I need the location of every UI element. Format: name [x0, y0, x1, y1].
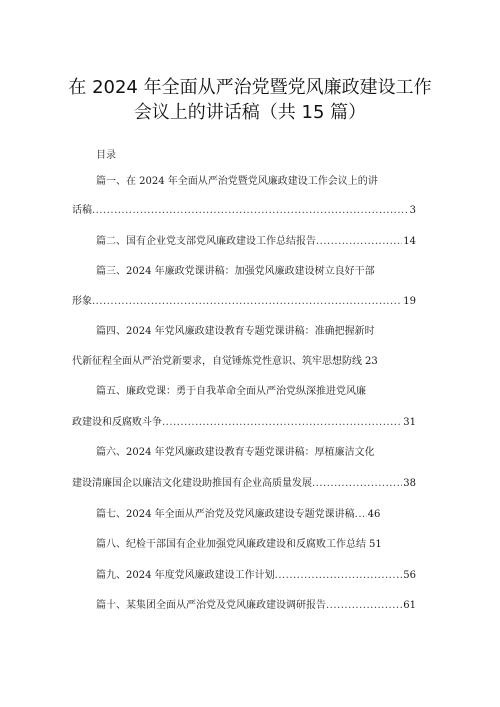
- toc-entry-7-page: 46: [367, 509, 381, 520]
- toc-entry-9-page: 56: [403, 570, 416, 581]
- toc-entry-1-text-cont: 话稿: [72, 205, 92, 216]
- toc-entry-4-page: 23: [365, 356, 378, 367]
- toc-dot-leader: [92, 204, 409, 218]
- toc-entry-7-text: 篇七、2024 年全面从严治党及党风廉政建设专题党课讲稿: [96, 509, 355, 520]
- toc-dot-leader: [355, 508, 367, 522]
- toc-dot-leader: [326, 599, 402, 613]
- toc-entry-3-continuation[interactable]: [72, 295, 416, 309]
- toc-dot-leader: [312, 477, 402, 491]
- toc-entry-4-text-cont: 代新征程全面从严治党新要求，自觉锤炼党性意识、筑牢思想防线: [72, 356, 362, 367]
- toc-entry-8-text: 篇八、纪检干部国有企业加强党风廉政建设和反腐败工作总结: [96, 539, 366, 550]
- document-title-line-1: 在 2024 年全面从严治党暨党风廉政建设工作: [68, 77, 432, 98]
- toc-heading: 目录: [96, 150, 116, 161]
- toc-entry-6-text[interactable]: 篇六、2024 年党风廉政建设教育专题党课讲稿：厚植廉洁文化: [96, 447, 375, 458]
- toc-entry-5-text-cont: 政建设和反腐败斗争: [72, 417, 162, 428]
- toc-entry-1-text[interactable]: 篇一、在 2024 年全面从严治党暨党风廉政建设工作会议上的讲: [96, 176, 378, 187]
- toc-dot-leader: [316, 235, 402, 249]
- toc-entry-9[interactable]: [96, 569, 416, 583]
- toc-dot-leader: [162, 416, 402, 430]
- toc-entry-5-page: 31: [403, 417, 416, 428]
- toc-entry-5-continuation[interactable]: [72, 416, 416, 430]
- toc-entry-4-text[interactable]: 篇四、2024 年党风廉政建设教育专题党课讲稿：准确把握新时: [96, 326, 375, 337]
- toc-entry-2[interactable]: [96, 235, 416, 249]
- toc-entry-10-page: 61: [403, 600, 416, 611]
- toc-entry-1-continuation[interactable]: [72, 204, 416, 218]
- toc-entry-6-page: 38: [403, 478, 416, 489]
- toc-dot-leader: [275, 569, 403, 583]
- toc-entry-3-text-cont: 形象: [72, 296, 92, 307]
- toc-entry-2-text: 篇二、国有企业党支部党风廉政建设工作总结报告: [96, 236, 316, 247]
- toc-entry-10-text: 篇十、某集团全面从严治党及党风廉政建设调研报告: [96, 600, 326, 611]
- toc-entry-3-text[interactable]: 篇三、2024 年廉政党课讲稿：加强党风廉政建设树立良好干部: [96, 266, 375, 277]
- toc-entry-6-text-cont: 建设清廉国企以廉洁文化建设助推国有企业高质量发展: [72, 478, 312, 489]
- toc-entry-8[interactable]: [96, 538, 416, 552]
- document-title-line-2: 会议上的讲话稿（共 15 篇）: [133, 102, 367, 123]
- toc-entry-8-page: 51: [369, 539, 382, 550]
- toc-entry-7[interactable]: [96, 508, 416, 522]
- toc-entry-4-continuation[interactable]: [72, 355, 416, 369]
- toc-entry-3-page: 19: [403, 296, 416, 307]
- toc-entry-1-page: 3: [409, 205, 416, 216]
- toc-entry-6-continuation[interactable]: [72, 477, 416, 491]
- toc-dot-leader: [92, 295, 402, 309]
- toc-entry-9-text: 篇九、2024 年度党风廉政建设工作计划: [96, 570, 275, 581]
- toc-entry-5-text[interactable]: 篇五、廉政党课：勇于自我革命全面从严治党纵深推进党风廉: [96, 386, 366, 397]
- toc-entry-2-page: 14: [403, 236, 416, 247]
- toc-entry-10[interactable]: [96, 599, 416, 613]
